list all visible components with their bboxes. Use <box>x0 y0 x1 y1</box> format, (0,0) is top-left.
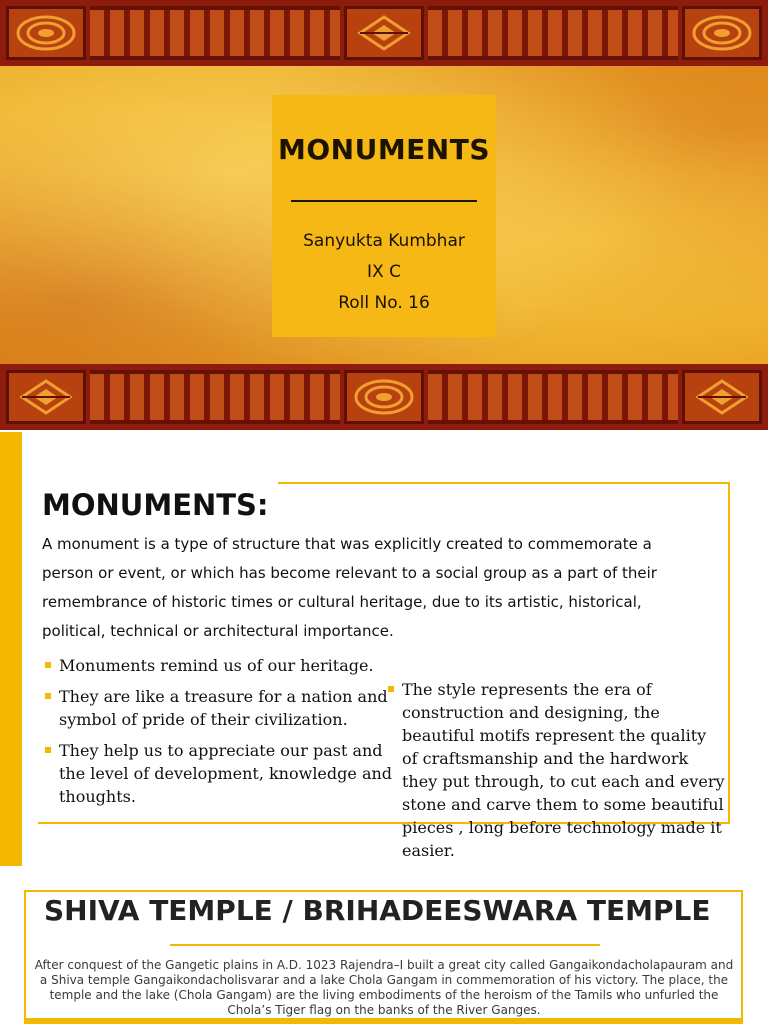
monuments-slide <box>0 432 768 866</box>
bullet-list-left <box>43 654 393 816</box>
list-item <box>43 739 393 808</box>
title-slide <box>0 0 768 430</box>
slide-title: MONUMENTS <box>277 133 491 166</box>
spiral-motif-icon <box>6 6 86 60</box>
list-item <box>43 685 393 731</box>
spiral-motif-icon <box>682 6 762 60</box>
border-stripes <box>428 6 678 60</box>
bullet-text: They help us to appreciate our past and the level of development, knowledge and thoughts. <box>59 741 393 806</box>
spiral-motif-icon <box>344 370 424 424</box>
temple-slide <box>0 866 768 1024</box>
decorative-border-top <box>0 0 768 66</box>
lattice-motif-icon <box>682 370 762 424</box>
title-box <box>272 95 496 337</box>
section-heading: MONUMENTS: <box>42 488 269 522</box>
decorative-border-bottom <box>0 364 768 430</box>
definition-paragraph: A monument is a type of structure that was explicitly created to commemorate a person or event, or which has become relevant to a social group as a part of their remembrance of historic times or cultural heritage, due to its artistic, historical, political, technical or architectural importance. <box>42 535 657 640</box>
lattice-motif-icon <box>6 370 86 424</box>
accent-bar-bottom <box>24 1018 743 1024</box>
temple-heading: SHIVA TEMPLE / BRIHADEESWARA TEMPLE <box>44 894 711 927</box>
bullet-text: They are like a treasure for a nation and symbol of pride of their civilization. <box>59 687 388 729</box>
title-underline <box>291 200 477 202</box>
lattice-motif-icon <box>344 6 424 60</box>
accent-bar <box>0 432 22 866</box>
bullet-list-right <box>386 678 726 870</box>
bullet-icon <box>45 747 51 753</box>
class-label: IX C <box>367 262 401 282</box>
list-item <box>43 654 393 677</box>
bullet-icon <box>388 686 394 692</box>
author-name: Sanyukta Kumbhar <box>303 231 465 251</box>
bullet-icon <box>45 662 51 668</box>
list-item <box>386 678 726 862</box>
bullet-text: Monuments remind us of our heritage. <box>59 656 374 675</box>
border-stripes <box>428 370 678 424</box>
heading-underline <box>170 944 600 946</box>
roll-number: Roll No. 16 <box>338 293 430 313</box>
bullet-text: The style represents the era of construction and designing, the beautiful motifs represent the quality of craftsmanship and the hardwork they put through, to cut each and every stone and carve them to some beautiful pieces , long before technology made it easier. <box>402 680 725 860</box>
border-stripes <box>90 370 340 424</box>
border-stripes <box>90 6 340 60</box>
frame-gap <box>38 482 278 486</box>
temple-paragraph: After conquest of the Gangetic plains in A.D. 1023 Rajendra–I built a great city called Gangaikondacholapauram and a Shiva temple Gangaikondacholisvarar and a lake Chola Gangam in commemoration of his victory. The place, the temple and the lake (Chola Gangam) are the living embodiments of the heroism of the Tamils who unfurled the Chola’s Tiger flag on the banks of the River Ganges. <box>34 958 734 1017</box>
bullet-icon <box>45 693 51 699</box>
